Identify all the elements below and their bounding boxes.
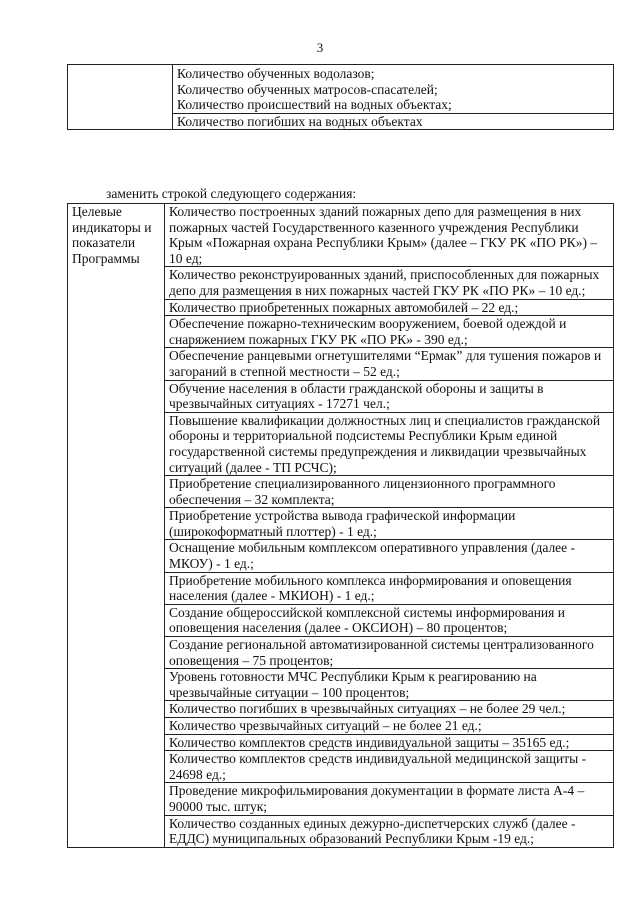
replacement-heading: заменить строкой следующего содержания: [106,186,357,201]
indicator-item: Обучение населения в области гражданской обороны и защиты в чрезвычайных ситуациях - 17271 чел.; [165,380,613,412]
previous-item: Количество обученных матросов-спасателей; [177,81,438,97]
indicator-item: Количество чрезвычайных ситуаций – не более 21 ед.; [165,717,613,734]
indicator-item: Количество построенных зданий пожарных депо для размещения в них пожарных частей Государственного казенного учреждения Республики Крым «Пожарная охрана Республики Крым» (далее – ГКУ РК «ПО РК») – 10 ед; [169,204,598,266]
indicator-item: Количество комплектов средств индивидуальной защиты – 35165 ед.; [165,734,613,751]
indicator-item: Количество комплектов средств индивидуальной медицинской защиты - 24698 ед.; [165,750,613,782]
indicators-label-cell: Целевые индикаторы и показатели Программы [68,204,165,848]
indicator-item: Создание региональной автоматизированной системы централизованного оповещения – 75 процентов; [165,636,613,668]
indicator-item: Повышение квалификации должностных лиц и специалистов гражданской обороны и территориальной подсистемы Республики Крым единой государственной системы предупреждения и ликвидации чрезвычайных ситуаций (далее - ТП РСЧС); [165,412,613,475]
indicator-item: Обеспечение пожарно-техническим вооружением, боевой одеждой и снаряжением пожарных ГКУ РК «ПО РК» - 390 ед.; [165,315,613,347]
indicator-item: Приобретение специализированного лицензионного программного обеспечения – 32 комплекта; [165,475,613,507]
previous-item: Количество погибших на водных объектах [173,113,613,130]
indicators-list-cell [165,204,614,848]
previous-table [67,64,614,130]
page-number: 3 [316,40,324,55]
indicator-item: Оснащение мобильным комплексом оперативного управления (далее - МКОУ) - 1 ед.; [165,539,613,571]
indicator-item: Количество погибших в чрезвычайных ситуациях – не более 29 чел.; [165,700,613,717]
indicator-item: Количество реконструированных зданий, приспособленных для пожарных депо для размещения в них пожарных частей ГКУ РК «ПО РК» – 10 ед.; [165,266,613,298]
indicator-item: Приобретение мобильного комплекса информирования и оповещения населения (далее - МКИОН) - 1 ед.; [165,572,613,604]
indicator-item: Уровень готовности МЧС Республики Крым к реагированию на чрезвычайные ситуации – 100 процентов; [165,668,613,700]
previous-table-left-cell [68,65,173,130]
indicator-item: Проведение микрофильмирования документации в формате листа А-4 – 90000 тыс. штук; [165,782,613,814]
previous-table-right-cell [173,65,614,130]
previous-item: Количество происшествий на водных объектах; [177,97,452,113]
indicator-item: Приобретение устройства вывода графической информации (широкоформатный плоттер) - 1 ед.; [165,507,613,539]
indicator-item: Обеспечение ранцевыми огнетушителями “Ермак” для тушения пожаров и загораний в степной местности – 52 ед.; [165,347,613,379]
previous-item: Количество обученных водолазов; [177,66,375,81]
indicator-item: Количество приобретенных пожарных автомобилей – 22 ед.; [165,299,613,316]
indicator-item: Количество созданных единых дежурно-диспетчерских служб (далее - ЕДДС) муниципальных образований Республики Крым -19 ед.; [165,815,613,847]
indicator-item: Создание общероссийской комплексной системы информирования и оповещения населения (далее - ОКСИОН) – 80 процентов; [165,604,613,636]
indicators-table [67,203,614,848]
